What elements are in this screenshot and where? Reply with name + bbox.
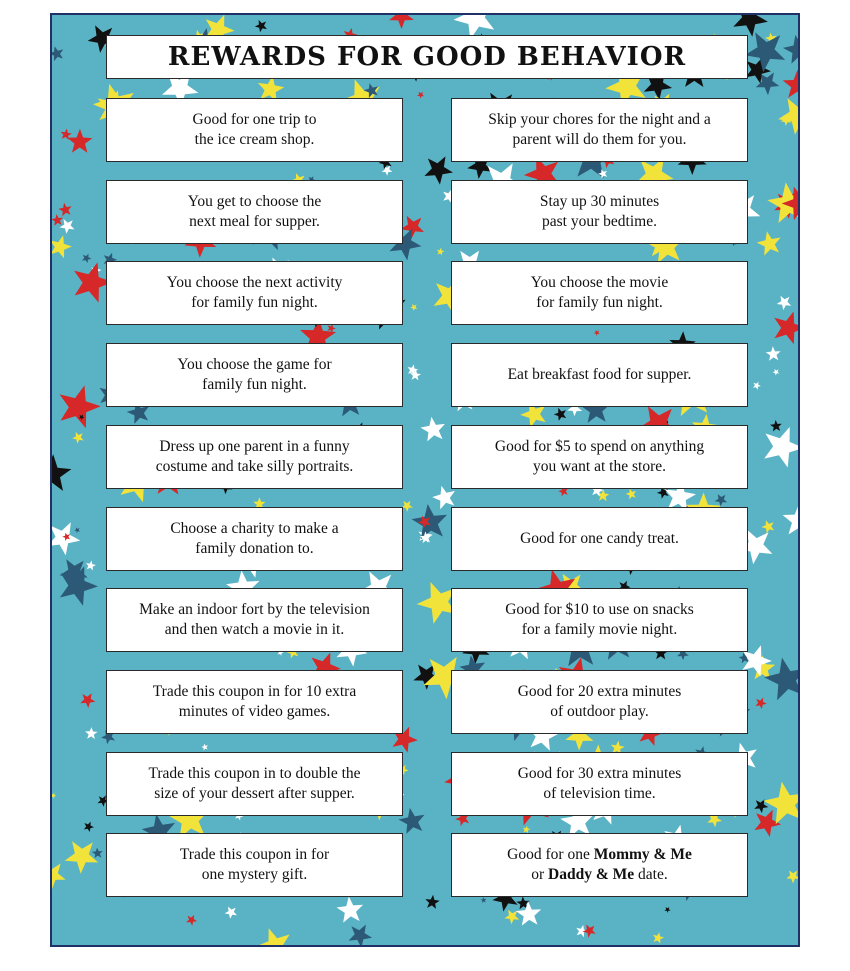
star-icon	[783, 35, 798, 64]
coupon-text: You choose the next activity for family fun night.	[166, 274, 343, 311]
coupon-bold-text: Daddy & Me	[548, 866, 635, 883]
star-icon	[52, 454, 71, 491]
coupon-text: Eat breakfast food for supper.	[507, 366, 692, 383]
star-icon	[773, 369, 780, 376]
coupon-left-4	[106, 343, 403, 407]
star-icon	[653, 932, 664, 943]
star-icon	[80, 693, 95, 708]
star-icon	[201, 744, 208, 751]
coupon-text: Make an indoor fort by the television and then watch a movie in it.	[139, 601, 370, 638]
star-icon	[425, 895, 439, 909]
coupon-text: Trade this coupon in to double the size of your dessert after supper.	[148, 765, 361, 802]
star-icon	[86, 561, 96, 571]
star-icon	[92, 848, 103, 859]
star-icon	[60, 219, 75, 234]
coupon-left-8	[106, 670, 403, 734]
coupon-text: Dress up one parent in a funny costume and take silly portraits.	[155, 438, 354, 475]
coupon-text-part: date.	[634, 866, 668, 883]
coupon-text: Good for $5 to spend on anything you want at the store.	[494, 438, 705, 475]
star-icon	[774, 311, 798, 344]
coupon-left-3	[106, 261, 403, 325]
star-icon	[389, 15, 414, 29]
coupon-right-8	[451, 670, 748, 734]
star-icon	[753, 382, 761, 390]
coupon-text: Stay up 30 minutes past your bedtime.	[539, 193, 660, 230]
coupon-left-9	[106, 752, 403, 816]
star-icon	[766, 346, 781, 361]
star-icon	[84, 822, 94, 832]
star-icon	[554, 408, 566, 421]
coupon-bold-text: Mommy & Me	[593, 846, 692, 863]
coupon-text: You choose the game for family fun night.	[177, 356, 332, 393]
coupon-right-2	[451, 180, 748, 244]
coupon-right-5	[451, 425, 748, 489]
star-icon	[715, 494, 728, 506]
star-icon	[420, 417, 445, 442]
star-icon	[786, 871, 798, 884]
star-icon	[52, 214, 63, 226]
star-icon	[58, 203, 71, 216]
coupon-text: Good for one trip to the ice cream shop.	[192, 111, 317, 148]
star-icon	[255, 20, 267, 32]
coupon-left-5	[106, 425, 403, 489]
star-icon	[755, 698, 766, 710]
star-icon	[764, 658, 798, 701]
coupon-text: Good for one candy treat.	[520, 530, 679, 547]
coupon-text: You choose the movie for family fun night.	[530, 274, 669, 311]
coupon-left-7	[106, 588, 403, 652]
star-icon	[74, 527, 80, 533]
star-icon	[65, 841, 98, 873]
star-icon	[480, 897, 486, 903]
star-icon	[85, 727, 98, 739]
star-icon	[777, 296, 792, 310]
coupon-text	[499, 845, 700, 885]
page-title: REWARDS FOR GOOD BEHAVIOR	[167, 42, 687, 72]
coupon-text: Good for $10 to use on snacks for a family movie night.	[505, 601, 694, 638]
star-icon	[424, 156, 453, 184]
coupon-right-9	[451, 752, 748, 816]
coupon-text: Trade this coupon in for 10 extra minutes of video games.	[152, 683, 357, 720]
coupon-right-6	[451, 507, 748, 571]
star-icon	[52, 46, 63, 61]
star-icon	[437, 248, 445, 256]
coupon-text: Good for 20 extra minutes of outdoor play.	[517, 683, 682, 720]
star-icon	[778, 98, 798, 134]
star-icon	[733, 15, 768, 37]
star-icon	[225, 907, 237, 919]
coupon-right-1	[451, 98, 748, 162]
coupon-left-2	[106, 180, 403, 244]
coupon-text: Skip your chores for the night and a parent will do them for you.	[488, 111, 711, 148]
coupon-right-3	[451, 261, 748, 325]
coupon-text: Choose a charity to make a family donation to.	[170, 520, 339, 557]
star-icon	[594, 330, 600, 336]
star-icon	[432, 486, 455, 510]
star-icon	[52, 863, 66, 889]
star-icon	[417, 92, 424, 99]
star-icon	[186, 915, 197, 926]
star-icon	[52, 235, 72, 258]
star-icon	[504, 910, 519, 925]
coupon-left-10	[106, 833, 403, 897]
star-icon	[764, 427, 798, 468]
coupon-text: You get to choose the next meal for supper.	[187, 193, 322, 230]
star-icon	[770, 420, 782, 432]
star-icon	[626, 489, 637, 500]
coupon-right-7	[451, 588, 748, 652]
star-icon	[761, 520, 774, 533]
coupon-text-part: or	[531, 866, 549, 883]
coupon-text-part: Good for one	[507, 846, 594, 863]
star-icon	[382, 166, 393, 176]
coupon-left-6	[106, 507, 403, 571]
coupon-sheet	[50, 13, 800, 947]
title-banner	[106, 35, 748, 79]
star-icon	[516, 901, 541, 926]
star-icon	[583, 925, 596, 938]
star-icon	[783, 503, 798, 534]
coupon-text: Trade this coupon in for one mystery gift.	[179, 846, 330, 883]
coupon-text: Good for 30 extra minutes of television time.	[517, 765, 682, 802]
star-icon	[401, 501, 412, 512]
star-icon	[82, 254, 92, 264]
star-icon	[337, 897, 364, 923]
star-icon	[410, 304, 417, 311]
star-icon	[67, 129, 92, 153]
star-icon	[412, 504, 448, 539]
coupon-right-4	[451, 343, 748, 407]
star-icon	[400, 216, 424, 239]
coupon-right-10	[451, 833, 748, 897]
star-icon	[783, 70, 798, 98]
star-icon	[256, 928, 290, 945]
star-icon	[72, 432, 84, 444]
star-icon	[52, 793, 56, 799]
star-icon	[349, 925, 373, 946]
coupon-left-1	[106, 98, 403, 162]
star-icon	[664, 907, 670, 913]
star-icon	[757, 231, 781, 255]
star-icon	[60, 385, 101, 428]
